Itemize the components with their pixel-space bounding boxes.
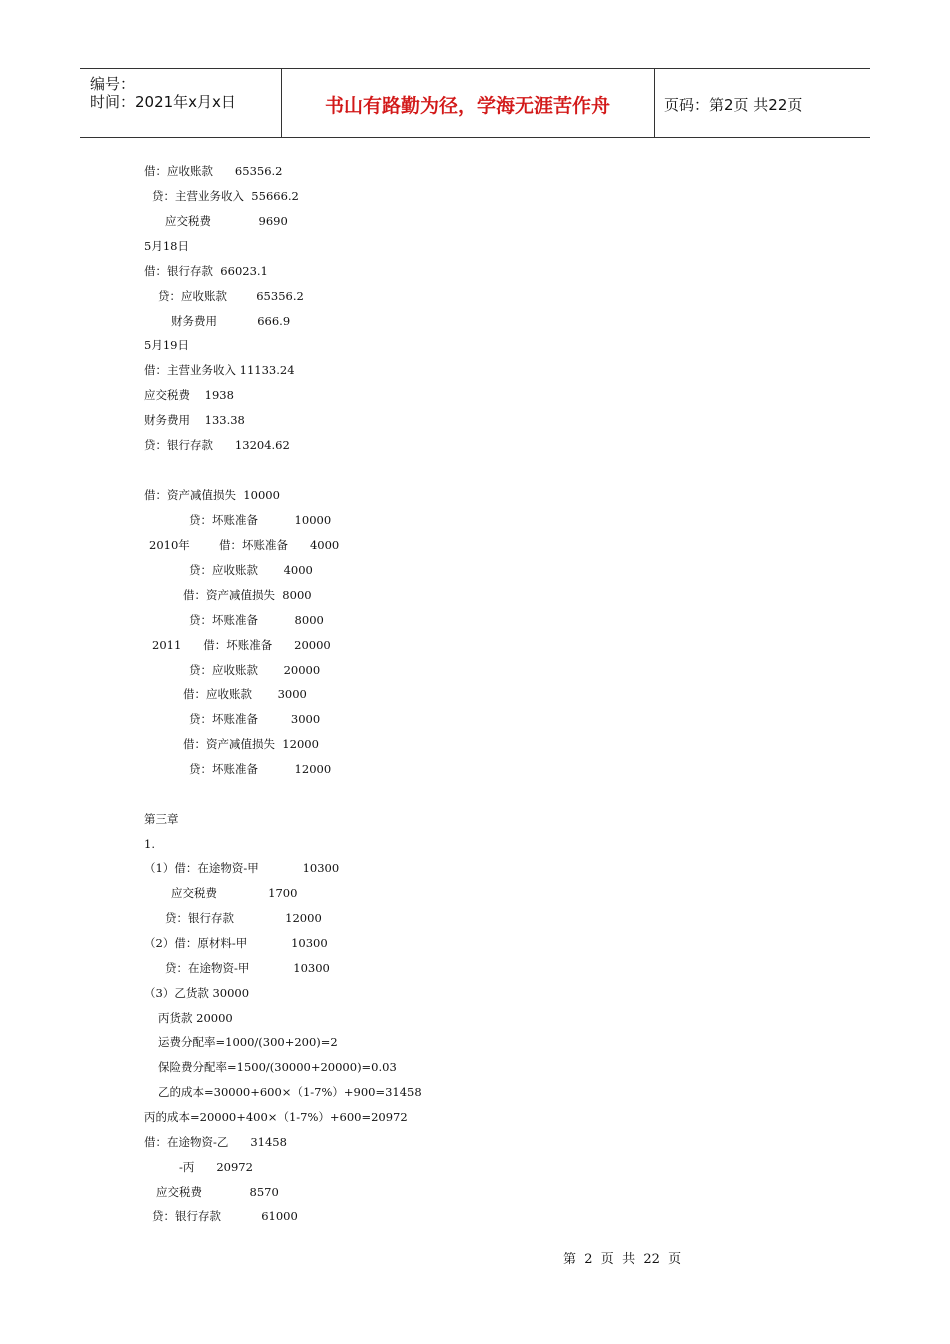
body-line: 2010年 借：坏账准备 4000 xyxy=(149,538,340,552)
body-line: 丙货款 20000 xyxy=(158,1011,233,1025)
body-line: 5月19日 xyxy=(144,338,189,352)
body-line: 贷：银行存款 13204.62 xyxy=(144,438,290,452)
body-line: 应交税费 9690 xyxy=(165,214,288,228)
chapter-heading: 第三章 xyxy=(144,812,179,826)
body-line: 运费分配率=1000/(300+200)=2 xyxy=(158,1035,338,1049)
body-line: 保险费分配率=1500/(30000+20000)=0.03 xyxy=(158,1060,397,1074)
body-line: （2）借：原材料-甲 10300 xyxy=(144,936,328,950)
body-line: 贷：坏账准备 3000 xyxy=(189,712,321,726)
body-line: 借：银行存款 66023.1 xyxy=(144,264,268,278)
body-line: 借：资产减值损失 10000 xyxy=(144,488,280,502)
body-line: 借：资产减值损失 12000 xyxy=(183,737,319,751)
body-line: 贷：坏账准备 8000 xyxy=(189,613,324,627)
body-line: 贷：坏账准备 12000 xyxy=(189,762,332,776)
body-line: （1）借：在途物资-甲 10300 xyxy=(144,861,340,875)
body-line: -丙 20972 xyxy=(179,1160,253,1174)
body-line: 贷：应收账款 65356.2 xyxy=(158,289,304,303)
motto-text: 书山有路勤为径，学海无涯苦作舟 xyxy=(324,95,610,117)
header-page-cell xyxy=(654,69,870,137)
body-line: 应交税费 1938 xyxy=(144,388,234,402)
page-code: 页码：第2页 共22页 xyxy=(664,96,803,114)
serial-number-label: 编号： xyxy=(90,75,136,93)
body-line: 2011 借：坏账准备 20000 xyxy=(152,638,331,652)
body-line: 贷：银行存款 61000 xyxy=(152,1209,298,1223)
time-label: 时间：2021年x月x日 xyxy=(90,93,236,111)
page-header xyxy=(80,68,870,138)
body-line: 贷：主营业务收入 55666.2 xyxy=(152,189,299,203)
body-line: （3）乙货款 30000 xyxy=(144,986,250,1000)
body-line: 5月18日 xyxy=(144,239,189,253)
header-info-cell xyxy=(80,69,282,137)
body-line: 1. xyxy=(144,837,155,851)
body-line: 贷：在途物资-甲 10300 xyxy=(165,961,330,975)
body-line: 借：应收账款 3000 xyxy=(183,687,307,701)
body-line: 借：资产减值损失 8000 xyxy=(183,588,312,602)
body-line: 贷：坏账准备 10000 xyxy=(189,513,332,527)
body-line: 应交税费 1700 xyxy=(171,886,298,900)
body-line: 丙的成本=20000+400×（1-7%）+600=20972 xyxy=(144,1110,408,1124)
body-line: 贷：银行存款 12000 xyxy=(165,911,322,925)
body-line: 财务费用 133.38 xyxy=(144,413,245,427)
body-line: 财务费用 666.9 xyxy=(171,314,291,328)
body-line: 贷：应收账款 20000 xyxy=(189,663,321,677)
body-line: 应交税费 8570 xyxy=(156,1185,279,1199)
body-line: 乙的成本=30000+600×（1-7%）+900=31458 xyxy=(158,1085,422,1099)
page-footer: 第 2 页 共 22 页 xyxy=(563,1252,682,1267)
header-motto-cell xyxy=(281,69,655,137)
body-line: 借：在途物资-乙 31458 xyxy=(144,1135,287,1149)
body-line: 借：主营业务收入 11133.24 xyxy=(144,363,295,377)
body-line: 借：应收账款 65356.2 xyxy=(144,164,283,178)
body-line: 贷：应收账款 4000 xyxy=(189,563,313,577)
